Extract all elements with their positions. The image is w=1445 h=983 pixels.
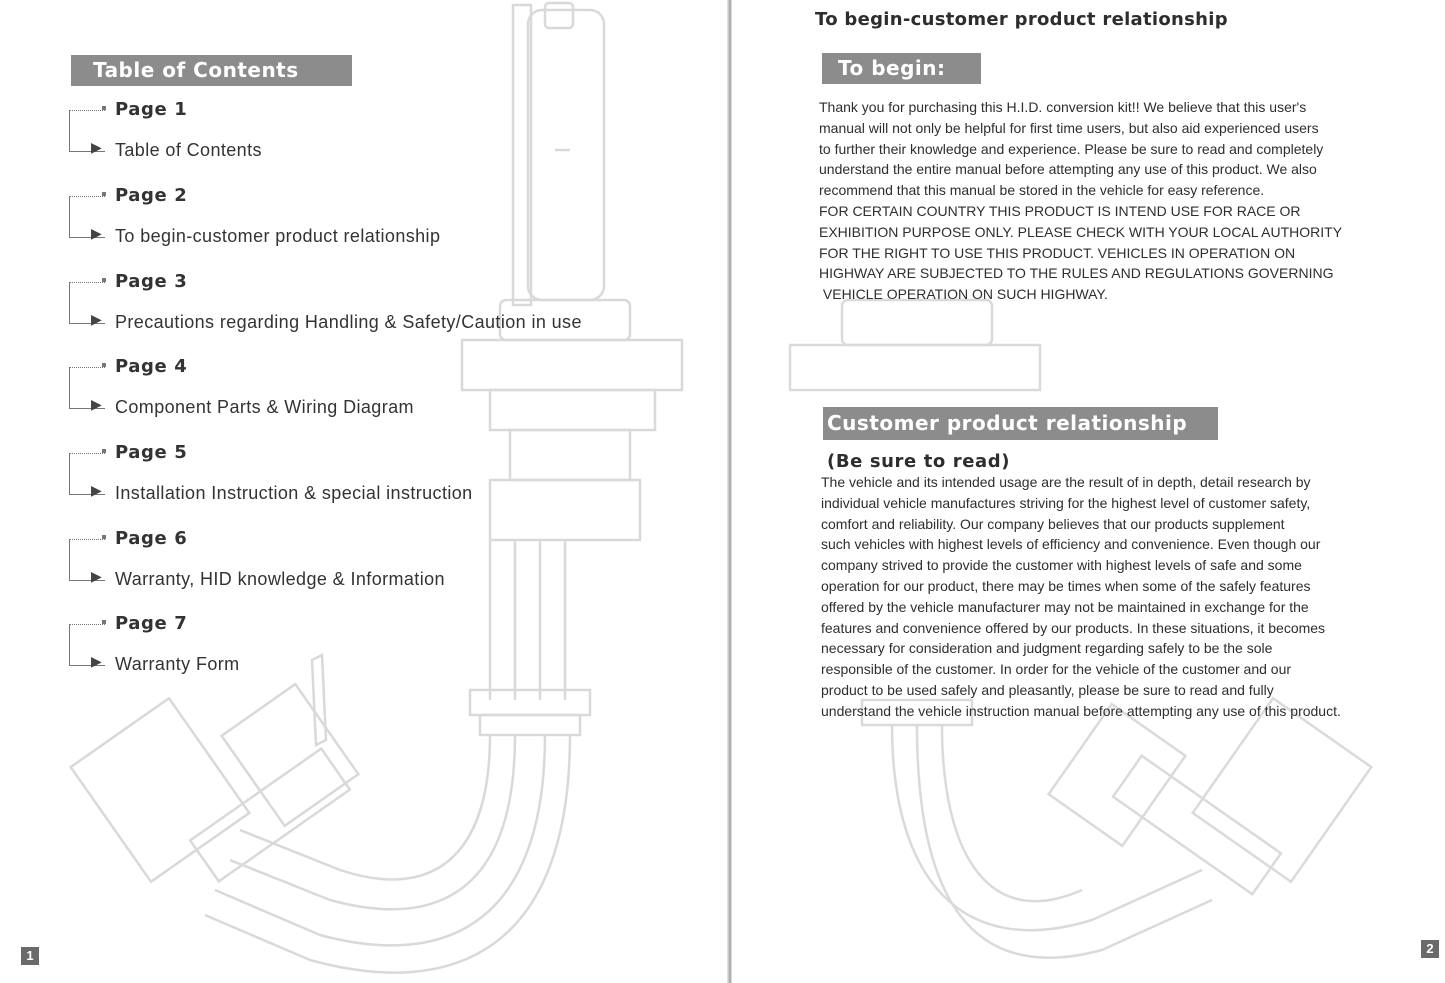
paragraph-line: VEHICLE OPERATION ON SUCH HIGHWAY.	[819, 286, 1108, 303]
to-begin-heading: To begin:	[822, 53, 981, 84]
paragraph-line: understand the vehicle instruction manual before attempting any use of this product.	[821, 702, 1341, 719]
bullet-square	[102, 535, 106, 539]
toc-page-title: Table of Contents	[115, 140, 262, 160]
page-number: 2	[1421, 940, 1439, 958]
right-page	[732, 0, 1445, 983]
toc-page-title: Component Parts & Wiring Diagram	[115, 397, 414, 417]
page-number: 1	[21, 947, 39, 965]
paragraph-line: to further their knowledge and experience. Please be sure to read and completely	[819, 140, 1324, 157]
paragraph-line: features and convenience offered by our products. In these situations, it becomes	[821, 619, 1326, 636]
paragraph-line: operation for our product, there may be times when some of the safely features	[821, 577, 1311, 594]
toc-page-label: Page 4	[115, 356, 188, 377]
toc-page-label: Page 5	[115, 442, 188, 463]
paragraph-line: necessary for consideration and judgment regarding safely to be the sole	[821, 640, 1273, 657]
paragraph-line: company strived to provide the customer with highest levels of safe and some	[821, 557, 1302, 574]
toc-page-label: Page 2	[115, 185, 188, 206]
toc-page-label: Page 1	[115, 99, 188, 120]
paragraph-line: HIGHWAY ARE SUBJECTED TO THE RULES AND REGULATIONS GOVERNING	[819, 265, 1334, 282]
bullet-square	[102, 363, 106, 367]
bullet-square	[102, 449, 106, 453]
arrow-icon: ▶	[91, 139, 102, 155]
paragraph-line: recommend that this manual be stored in the vehicle for easy reference.	[819, 182, 1265, 199]
toc-page-title: Installation Instruction & special instruction	[115, 483, 473, 503]
bullet-square	[102, 620, 106, 624]
customer-relationship-heading: Customer product relationship	[823, 407, 1218, 440]
paragraph-line: Thank you for purchasing this H.I.D. conversion kit!! We believe that this user's	[819, 99, 1307, 115]
arrow-icon: ▶	[91, 225, 102, 241]
paragraph-line: comfort and reliability. Our company believes that our products supplement	[821, 515, 1285, 532]
paragraph-line: FOR CERTAIN COUNTRY THIS PRODUCT IS INTEND USE FOR RACE OR	[819, 202, 1301, 219]
paragraph-line: responsible of the customer. In order for the vehicle of the customer and our	[821, 661, 1292, 678]
bullet-square	[102, 192, 106, 196]
toc-page-label: Page 7	[115, 613, 188, 634]
toc-page-label: Page 6	[115, 528, 188, 549]
customer-relationship-paragraph	[821, 472, 1341, 722]
arrow-icon: ▶	[91, 568, 102, 584]
bullet-square	[102, 278, 106, 282]
paragraph-line: The vehicle and its intended usage are the result of in depth, detail research by	[821, 474, 1311, 490]
paragraph-line: individual vehicle manufactures striving for the highest level of customer safety,	[821, 494, 1311, 511]
arrow-icon: ▶	[91, 653, 102, 669]
toc-page-title: Precautions regarding Handling & Safety/Caution in use	[115, 312, 582, 332]
arrow-icon: ▶	[91, 482, 102, 498]
toc-page-label: Page 3	[115, 271, 188, 292]
toc-page-title: To begin-customer product relationship	[115, 226, 441, 246]
paragraph-line: manual will not only be helpful for first time users, but also aid experienced users	[819, 119, 1319, 136]
to-begin-paragraph	[819, 97, 1342, 305]
arrow-icon: ▶	[91, 396, 102, 412]
toc-page-title: Warranty, HID knowledge & Information	[115, 569, 445, 589]
toc-heading: Table of Contents	[71, 55, 352, 86]
arrow-icon: ▶	[91, 311, 102, 327]
paragraph-line: understand the entire manual before attempting any use of this product. We also	[819, 161, 1317, 178]
paragraph-line: offered by the vehicle manufacturer may not be maintained in exchange for the	[821, 598, 1309, 615]
toc-page-title: Warranty Form	[115, 654, 240, 674]
customer-relationship-subheading: (Be sure to read)	[827, 451, 1011, 472]
bullet-square	[102, 106, 106, 110]
paragraph-line: FOR THE RIGHT TO USE THIS PRODUCT. VEHICLES IN OPERATION ON	[819, 244, 1296, 261]
paragraph-line: such vehicles with highest levels of efficiency and convenience. Even though our	[821, 536, 1321, 553]
paragraph-line: EXHIBITION PURPOSE ONLY. PLEASE CHECK WITH YOUR LOCAL AUTHORITY	[819, 223, 1343, 240]
page-title: To begin-customer product relationship	[815, 9, 1228, 30]
paragraph-line: product to be used safely and pleasantly, please be sure to read and fully	[821, 681, 1274, 698]
